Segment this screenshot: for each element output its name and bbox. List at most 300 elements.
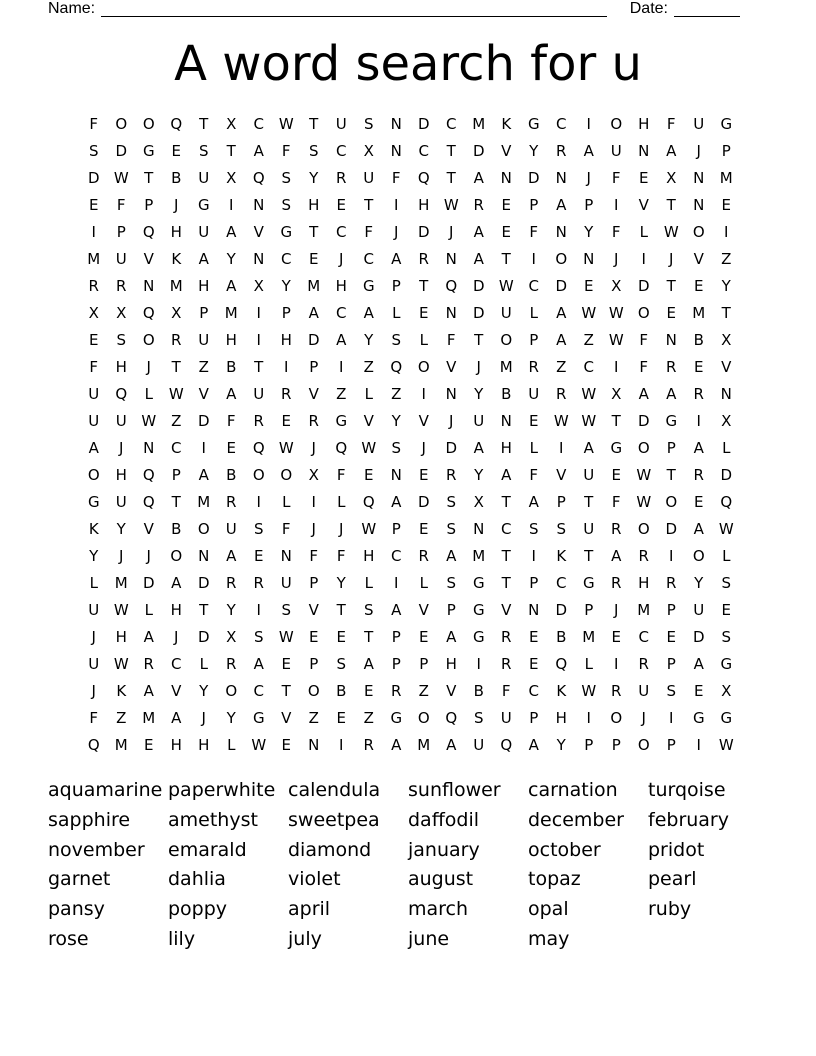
grid-cell[interactable]: V xyxy=(198,385,209,403)
grid-cell[interactable]: C xyxy=(556,115,567,133)
grid-cell[interactable]: P xyxy=(666,439,676,457)
grid-cell[interactable]: A xyxy=(693,520,704,538)
grid-cell[interactable]: J xyxy=(614,250,619,268)
grid-cell[interactable]: N xyxy=(528,601,540,619)
grid-cell[interactable]: N xyxy=(390,115,402,133)
grid-cell[interactable]: N xyxy=(555,223,567,241)
grid-cell[interactable]: R xyxy=(638,547,649,565)
grid-cell[interactable]: R xyxy=(253,412,264,430)
grid-cell[interactable]: F xyxy=(281,142,291,160)
grid-cell[interactable]: S xyxy=(308,142,319,160)
grid-cell[interactable]: V xyxy=(363,412,374,430)
grid-cell[interactable]: G xyxy=(362,277,375,295)
grid-cell[interactable]: D xyxy=(417,493,430,511)
grid-cell[interactable]: E xyxy=(721,601,731,619)
grid-cell[interactable]: J xyxy=(146,547,151,565)
grid-cell[interactable]: O xyxy=(637,520,650,538)
grid-cell[interactable]: D xyxy=(555,277,568,295)
grid-cell[interactable]: P xyxy=(666,655,676,673)
grid-cell[interactable]: E xyxy=(309,250,319,268)
grid-cell[interactable]: A xyxy=(336,331,347,349)
grid-cell[interactable]: X xyxy=(116,304,127,322)
grid-cell[interactable]: F xyxy=(501,682,511,700)
grid-cell[interactable]: U xyxy=(693,115,705,133)
grid-cell[interactable]: D xyxy=(197,574,210,592)
grid-cell[interactable]: A xyxy=(528,493,539,511)
grid-cell[interactable]: W xyxy=(443,196,459,214)
grid-cell[interactable]: S xyxy=(281,601,292,619)
grid-cell[interactable]: W xyxy=(608,304,624,322)
grid-cell[interactable]: E xyxy=(694,493,704,511)
grid-cell[interactable]: I xyxy=(476,655,481,673)
grid-cell[interactable]: O xyxy=(637,304,650,322)
grid-cell[interactable]: W xyxy=(278,439,294,457)
grid-cell[interactable]: O xyxy=(692,223,705,241)
grid-cell[interactable]: Y xyxy=(336,574,346,592)
grid-cell[interactable]: H xyxy=(198,277,210,295)
grid-cell[interactable]: R xyxy=(391,682,402,700)
grid-cell[interactable]: V xyxy=(446,358,457,376)
date-line[interactable] xyxy=(674,0,740,17)
grid-cell[interactable]: R xyxy=(253,574,264,592)
grid-cell[interactable]: N xyxy=(665,331,677,349)
grid-cell[interactable]: Y xyxy=(226,250,236,268)
grid-cell[interactable]: Y xyxy=(116,520,126,538)
grid-cell[interactable]: B xyxy=(226,358,237,376)
grid-cell[interactable]: M xyxy=(472,115,486,133)
grid-cell[interactable]: E xyxy=(419,520,429,538)
grid-cell[interactable]: I xyxy=(421,385,426,403)
grid-cell[interactable]: F xyxy=(529,466,539,484)
grid-cell[interactable]: C xyxy=(281,250,292,268)
grid-cell[interactable]: S xyxy=(473,709,484,727)
grid-cell[interactable]: O xyxy=(115,115,128,133)
grid-cell[interactable]: Q xyxy=(720,493,733,511)
grid-cell[interactable]: A xyxy=(143,682,154,700)
grid-cell[interactable]: U xyxy=(198,169,210,187)
grid-cell[interactable]: B xyxy=(556,628,567,646)
grid-cell[interactable]: F xyxy=(611,169,621,187)
grid-cell[interactable]: E xyxy=(144,736,154,754)
grid-cell[interactable]: Z xyxy=(363,358,374,376)
grid-cell[interactable]: O xyxy=(87,466,100,484)
grid-cell[interactable]: G xyxy=(87,493,100,511)
grid-cell[interactable]: Q xyxy=(445,709,458,727)
grid-cell[interactable]: N xyxy=(198,547,210,565)
grid-cell[interactable]: D xyxy=(720,466,733,484)
grid-cell[interactable]: U xyxy=(610,142,622,160)
grid-cell[interactable]: D xyxy=(417,115,430,133)
grid-cell[interactable]: A xyxy=(446,547,457,565)
grid-cell[interactable]: E xyxy=(611,466,621,484)
grid-cell[interactable]: M xyxy=(582,628,596,646)
grid-cell[interactable]: N xyxy=(143,277,155,295)
grid-cell[interactable]: I xyxy=(669,547,674,565)
grid-cell[interactable]: B xyxy=(171,520,182,538)
grid-cell[interactable]: A xyxy=(171,709,182,727)
grid-cell[interactable]: J xyxy=(421,439,426,457)
grid-cell[interactable]: U xyxy=(115,250,127,268)
grid-cell[interactable]: O xyxy=(197,520,210,538)
grid-cell[interactable]: E xyxy=(89,331,99,349)
grid-cell[interactable]: V xyxy=(501,142,512,160)
grid-cell[interactable]: I xyxy=(229,196,234,214)
grid-cell[interactable]: C xyxy=(171,439,182,457)
grid-cell[interactable]: S xyxy=(446,493,457,511)
grid-cell[interactable]: J xyxy=(174,628,179,646)
grid-cell[interactable]: K xyxy=(116,682,127,700)
grid-cell[interactable]: Z xyxy=(171,412,182,430)
grid-cell[interactable]: Y xyxy=(391,412,401,430)
grid-cell[interactable]: R xyxy=(611,520,622,538)
grid-cell[interactable]: W xyxy=(553,412,569,430)
grid-cell[interactable]: H xyxy=(198,736,210,754)
grid-cell[interactable]: V xyxy=(418,601,429,619)
grid-cell[interactable]: C xyxy=(363,250,374,268)
grid-cell[interactable]: M xyxy=(169,277,183,295)
grid-cell[interactable]: P xyxy=(144,196,154,214)
grid-cell[interactable]: U xyxy=(88,385,100,403)
grid-cell[interactable]: T xyxy=(226,142,236,160)
grid-cell[interactable]: H xyxy=(445,655,457,673)
grid-cell[interactable]: Q xyxy=(142,304,155,322)
grid-cell[interactable]: H xyxy=(335,277,347,295)
grid-cell[interactable]: L xyxy=(144,601,153,619)
grid-cell[interactable]: J xyxy=(119,439,124,457)
grid-cell[interactable]: G xyxy=(390,709,403,727)
grid-cell[interactable]: A xyxy=(638,385,649,403)
grid-cell[interactable]: R xyxy=(308,412,319,430)
grid-cell[interactable]: L xyxy=(419,574,428,592)
grid-cell[interactable]: I xyxy=(614,358,619,376)
grid-cell[interactable]: D xyxy=(417,223,430,241)
grid-cell[interactable]: A xyxy=(143,628,154,646)
grid-cell[interactable]: J xyxy=(146,358,151,376)
grid-cell[interactable]: P xyxy=(419,655,429,673)
grid-cell[interactable]: M xyxy=(637,601,651,619)
grid-cell[interactable]: F xyxy=(281,520,291,538)
grid-cell[interactable]: I xyxy=(256,331,261,349)
grid-cell[interactable]: L xyxy=(529,304,538,322)
grid-cell[interactable]: Q xyxy=(252,439,265,457)
grid-cell[interactable]: G xyxy=(252,709,265,727)
grid-cell[interactable]: Z xyxy=(391,385,402,403)
grid-cell[interactable]: R xyxy=(446,466,457,484)
grid-cell[interactable]: R xyxy=(528,358,539,376)
grid-cell[interactable]: E xyxy=(694,682,704,700)
grid-cell[interactable]: E xyxy=(281,655,291,673)
grid-cell[interactable]: S xyxy=(363,601,374,619)
grid-cell[interactable]: A xyxy=(253,142,264,160)
grid-cell[interactable]: E xyxy=(584,277,594,295)
grid-cell[interactable]: E xyxy=(309,628,319,646)
grid-cell[interactable]: Y xyxy=(529,142,539,160)
grid-cell[interactable]: S xyxy=(336,655,347,673)
grid-cell[interactable]: P xyxy=(281,304,291,322)
grid-cell[interactable]: Q xyxy=(500,736,513,754)
grid-cell[interactable]: P xyxy=(391,277,401,295)
grid-cell[interactable]: X xyxy=(308,466,319,484)
grid-cell[interactable]: W xyxy=(361,520,377,538)
grid-cell[interactable]: G xyxy=(472,601,485,619)
grid-cell[interactable]: I xyxy=(339,736,344,754)
grid-cell[interactable]: S xyxy=(88,142,99,160)
grid-cell[interactable]: P xyxy=(199,304,209,322)
grid-cell[interactable]: U xyxy=(88,601,100,619)
grid-cell[interactable]: D xyxy=(142,574,155,592)
grid-cell[interactable]: O xyxy=(637,736,650,754)
grid-cell[interactable]: G xyxy=(720,115,733,133)
grid-cell[interactable]: F xyxy=(336,547,346,565)
grid-cell[interactable]: I xyxy=(201,439,206,457)
grid-cell[interactable]: Q xyxy=(142,466,155,484)
grid-cell[interactable]: T xyxy=(199,601,209,619)
grid-cell[interactable]: P xyxy=(391,520,401,538)
grid-cell[interactable]: N xyxy=(720,385,732,403)
grid-cell[interactable]: U xyxy=(500,709,512,727)
grid-cell[interactable]: C xyxy=(391,547,402,565)
grid-cell[interactable]: T xyxy=(666,466,676,484)
grid-cell[interactable]: J xyxy=(476,358,481,376)
grid-cell[interactable]: H xyxy=(418,196,430,214)
grid-cell[interactable]: N xyxy=(638,142,650,160)
grid-cell[interactable]: P xyxy=(309,655,319,673)
grid-cell[interactable]: F xyxy=(529,223,539,241)
grid-cell[interactable]: T xyxy=(309,223,319,241)
grid-cell[interactable]: G xyxy=(335,412,348,430)
grid-cell[interactable]: B xyxy=(501,385,512,403)
grid-cell[interactable]: K xyxy=(501,115,512,133)
grid-cell[interactable]: E xyxy=(419,628,429,646)
grid-cell[interactable]: Q xyxy=(252,169,265,187)
grid-cell[interactable]: S xyxy=(528,520,539,538)
grid-cell[interactable]: W xyxy=(581,304,597,322)
grid-cell[interactable]: H xyxy=(555,709,567,727)
grid-cell[interactable]: P xyxy=(584,196,594,214)
grid-cell[interactable]: J xyxy=(449,223,454,241)
grid-cell[interactable]: L xyxy=(89,574,98,592)
grid-cell[interactable]: O xyxy=(610,115,623,133)
grid-cell[interactable]: T xyxy=(254,358,264,376)
grid-cell[interactable]: T xyxy=(446,169,456,187)
grid-cell[interactable]: E xyxy=(89,196,99,214)
grid-cell[interactable]: A xyxy=(473,250,484,268)
grid-cell[interactable]: R xyxy=(226,655,237,673)
grid-cell[interactable]: V xyxy=(693,250,704,268)
grid-cell[interactable]: R xyxy=(336,169,347,187)
grid-cell[interactable]: X xyxy=(611,385,622,403)
grid-cell[interactable]: R xyxy=(116,277,127,295)
grid-cell[interactable]: W xyxy=(581,412,597,430)
grid-cell[interactable]: A xyxy=(556,331,567,349)
grid-cell[interactable]: A xyxy=(693,655,704,673)
grid-cell[interactable]: A xyxy=(198,466,209,484)
grid-cell[interactable]: C xyxy=(253,682,264,700)
grid-cell[interactable]: E xyxy=(694,277,704,295)
grid-cell[interactable]: C xyxy=(336,142,347,160)
grid-cell[interactable]: K xyxy=(88,520,99,538)
grid-cell[interactable]: W xyxy=(361,439,377,457)
grid-cell[interactable]: H xyxy=(638,115,650,133)
grid-cell[interactable]: W xyxy=(581,385,597,403)
grid-cell[interactable]: V xyxy=(556,466,567,484)
grid-cell[interactable]: W xyxy=(113,655,129,673)
grid-cell[interactable]: R xyxy=(556,142,567,160)
grid-cell[interactable]: L xyxy=(584,655,593,673)
grid-cell[interactable]: N xyxy=(143,439,155,457)
grid-cell[interactable]: P xyxy=(556,493,566,511)
grid-cell[interactable]: Z xyxy=(583,331,594,349)
grid-cell[interactable]: L xyxy=(199,655,208,673)
grid-cell[interactable]: E xyxy=(171,142,181,160)
grid-cell[interactable]: J xyxy=(311,439,316,457)
grid-cell[interactable]: K xyxy=(556,682,567,700)
grid-cell[interactable]: U xyxy=(280,574,292,592)
grid-cell[interactable]: G xyxy=(472,574,485,592)
grid-cell[interactable]: V xyxy=(143,250,154,268)
grid-cell[interactable]: N xyxy=(693,169,705,187)
grid-cell[interactable]: C xyxy=(528,277,539,295)
grid-cell[interactable]: W xyxy=(113,169,129,187)
grid-cell[interactable]: J xyxy=(586,169,591,187)
grid-cell[interactable]: Q xyxy=(170,115,183,133)
grid-cell[interactable]: J xyxy=(311,520,316,538)
grid-cell[interactable]: A xyxy=(226,385,237,403)
grid-cell[interactable]: N xyxy=(390,466,402,484)
grid-cell[interactable]: I xyxy=(614,655,619,673)
grid-cell[interactable]: T xyxy=(364,628,374,646)
grid-cell[interactable]: E xyxy=(666,628,676,646)
grid-cell[interactable]: N xyxy=(253,196,265,214)
grid-cell[interactable]: F xyxy=(364,223,374,241)
grid-cell[interactable]: O xyxy=(500,331,513,349)
grid-cell[interactable]: G xyxy=(692,709,705,727)
grid-cell[interactable]: A xyxy=(88,439,99,457)
grid-cell[interactable]: E xyxy=(364,682,374,700)
grid-cell[interactable]: P xyxy=(666,736,676,754)
grid-cell[interactable]: L xyxy=(337,493,346,511)
grid-cell[interactable]: V xyxy=(171,682,182,700)
grid-cell[interactable]: T xyxy=(501,250,511,268)
grid-cell[interactable]: S xyxy=(198,142,209,160)
grid-cell[interactable]: D xyxy=(472,277,485,295)
grid-cell[interactable]: A xyxy=(556,304,567,322)
grid-cell[interactable]: A xyxy=(611,547,622,565)
grid-cell[interactable]: F xyxy=(336,466,346,484)
grid-cell[interactable]: C xyxy=(501,520,512,538)
grid-cell[interactable]: F xyxy=(89,358,99,376)
grid-cell[interactable]: T xyxy=(501,547,511,565)
grid-cell[interactable]: T xyxy=(666,196,676,214)
grid-cell[interactable]: T xyxy=(501,493,511,511)
grid-cell[interactable]: Y xyxy=(226,709,236,727)
grid-cell[interactable]: H xyxy=(308,196,320,214)
grid-cell[interactable]: F xyxy=(666,115,676,133)
grid-cell[interactable]: X xyxy=(473,493,484,511)
grid-cell[interactable]: A xyxy=(363,655,374,673)
grid-cell[interactable]: X xyxy=(226,628,237,646)
grid-cell[interactable]: C xyxy=(583,358,594,376)
grid-cell[interactable]: T xyxy=(199,115,209,133)
grid-cell[interactable]: I xyxy=(559,439,564,457)
grid-cell[interactable]: J xyxy=(339,520,344,538)
grid-cell[interactable]: U xyxy=(88,412,100,430)
grid-cell[interactable]: L xyxy=(722,439,731,457)
grid-cell[interactable]: J xyxy=(669,250,674,268)
grid-cell[interactable]: E xyxy=(364,466,374,484)
grid-cell[interactable]: H xyxy=(170,223,182,241)
grid-cell[interactable]: U xyxy=(335,115,347,133)
grid-cell[interactable]: U xyxy=(528,385,540,403)
grid-cell[interactable]: D xyxy=(197,628,210,646)
grid-cell[interactable]: G xyxy=(665,412,678,430)
grid-cell[interactable]: X xyxy=(721,331,732,349)
grid-cell[interactable]: P xyxy=(529,331,539,349)
grid-cell[interactable]: U xyxy=(473,412,485,430)
grid-cell[interactable]: I xyxy=(256,601,261,619)
grid-cell[interactable]: R xyxy=(418,250,429,268)
grid-cell[interactable]: P xyxy=(171,466,181,484)
grid-cell[interactable]: T xyxy=(171,493,181,511)
grid-cell[interactable]: T xyxy=(336,601,346,619)
grid-cell[interactable]: X xyxy=(721,412,732,430)
grid-cell[interactable]: W xyxy=(636,493,652,511)
grid-cell[interactable]: X xyxy=(721,682,732,700)
grid-cell[interactable]: H xyxy=(115,628,127,646)
grid-cell[interactable]: W xyxy=(278,628,294,646)
grid-cell[interactable]: E xyxy=(336,628,346,646)
grid-cell[interactable]: P xyxy=(666,601,676,619)
grid-cell[interactable]: Z xyxy=(308,709,319,727)
grid-cell[interactable]: E xyxy=(529,628,539,646)
grid-cell[interactable]: F xyxy=(89,709,99,727)
grid-cell[interactable]: M xyxy=(87,250,101,268)
grid-cell[interactable]: V xyxy=(281,709,292,727)
grid-cell[interactable]: I xyxy=(696,412,701,430)
grid-cell[interactable]: I xyxy=(311,493,316,511)
grid-cell[interactable]: X xyxy=(171,304,182,322)
grid-cell[interactable]: P xyxy=(529,574,539,592)
grid-cell[interactable]: C xyxy=(336,304,347,322)
grid-cell[interactable]: E xyxy=(501,196,511,214)
grid-cell[interactable]: H xyxy=(170,736,182,754)
grid-cell[interactable]: W xyxy=(251,736,267,754)
grid-cell[interactable]: J xyxy=(614,601,619,619)
grid-cell[interactable]: Y xyxy=(721,277,731,295)
grid-cell[interactable]: N xyxy=(500,169,512,187)
grid-cell[interactable]: M xyxy=(114,736,128,754)
grid-cell[interactable]: D xyxy=(637,412,650,430)
grid-cell[interactable]: J xyxy=(174,196,179,214)
grid-cell[interactable]: O xyxy=(665,493,678,511)
grid-cell[interactable]: V xyxy=(418,412,429,430)
grid-cell[interactable]: R xyxy=(418,547,429,565)
grid-cell[interactable]: Y xyxy=(226,601,236,619)
grid-cell[interactable]: J xyxy=(449,412,454,430)
grid-cell[interactable]: M xyxy=(114,574,128,592)
grid-cell[interactable]: O xyxy=(142,115,155,133)
grid-cell[interactable]: Q xyxy=(87,736,100,754)
grid-cell[interactable]: K xyxy=(556,547,567,565)
grid-cell[interactable]: A xyxy=(198,250,209,268)
grid-cell[interactable]: T xyxy=(364,196,374,214)
grid-cell[interactable]: I xyxy=(696,736,701,754)
grid-cell[interactable]: P xyxy=(584,736,594,754)
grid-cell[interactable]: H xyxy=(638,574,650,592)
grid-cell[interactable]: S xyxy=(253,628,264,646)
grid-cell[interactable]: S xyxy=(391,331,402,349)
grid-cell[interactable]: V xyxy=(253,223,264,241)
